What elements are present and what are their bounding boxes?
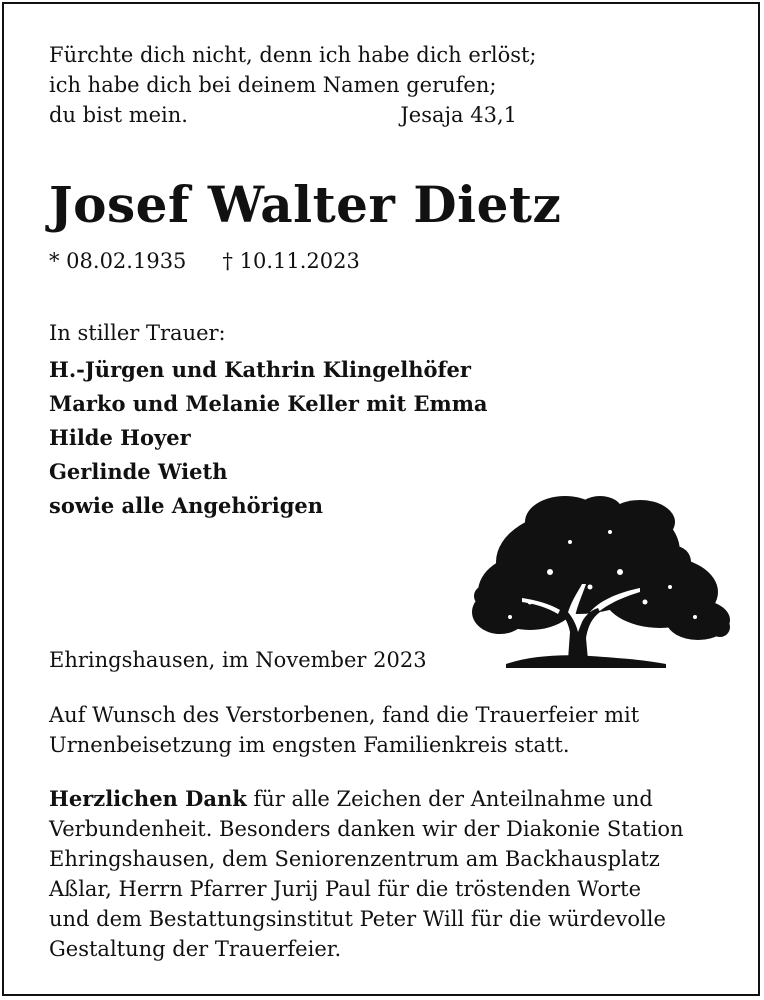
thanks-line: Verbundenheit. Besonders danken wir der Diakonie Station (49, 817, 684, 841)
mourner-name: Marko und Melanie Keller mit Emma (49, 391, 488, 416)
funeral-note-line: Auf Wunsch des Verstorbenen, fand die Trauerfeier mit (49, 703, 640, 727)
verse-line-3: du bist mein. (49, 103, 188, 127)
funeral-note (49, 700, 729, 760)
mourner-name: Gerlinde Wieth (49, 459, 228, 484)
thanks-paragraph (49, 784, 739, 964)
verse-line-2: ich habe dich bei deinem Namen gerufen; (49, 73, 497, 97)
thanks-first-line (49, 784, 739, 814)
thanks-line: Gestaltung der Trauerfeier. (49, 937, 342, 961)
thanks-line: Ehringshausen, dem Seniorenzentrum am Backhausplatz (49, 847, 660, 871)
tree-icon (470, 492, 732, 672)
mourner-name: sowie alle Angehörigen (49, 493, 324, 518)
obituary-content (49, 40, 729, 523)
birth-date: * 08.02.1935 (49, 249, 187, 273)
life-dates (49, 246, 729, 276)
thanks-line: und dem Bestattungsinstitut Peter Will für die würdevolle (49, 907, 666, 931)
mourner-name: H.-Jürgen und Kathrin Klingelhöfer (49, 357, 471, 382)
death-date: † 10.11.2023 (222, 249, 360, 273)
verse-line-1: Fürchte dich nicht, denn ich habe dich erlöst; (49, 43, 537, 67)
bible-verse (49, 40, 537, 130)
thanks-first-rest: für alle Zeichen der Anteilnahme und (246, 787, 653, 811)
deceased-name: Josef Walter Dietz (49, 175, 562, 234)
thanks-lead: Herzlichen Dank (49, 786, 247, 811)
mourner-name: Hilde Hoyer (49, 425, 191, 450)
funeral-note-line: Urnenbeisetzung im engsten Familienkreis statt. (49, 733, 570, 757)
mourning-intro: In stiller Trauer: (49, 321, 226, 345)
thanks-line: Aßlar, Herrn Pfarrer Jurij Paul für die tröstenden Worte (49, 877, 642, 901)
place-and-date: Ehringshausen, im November 2023 (49, 648, 427, 672)
verse-reference: Jesaja 43,1 (400, 103, 517, 127)
